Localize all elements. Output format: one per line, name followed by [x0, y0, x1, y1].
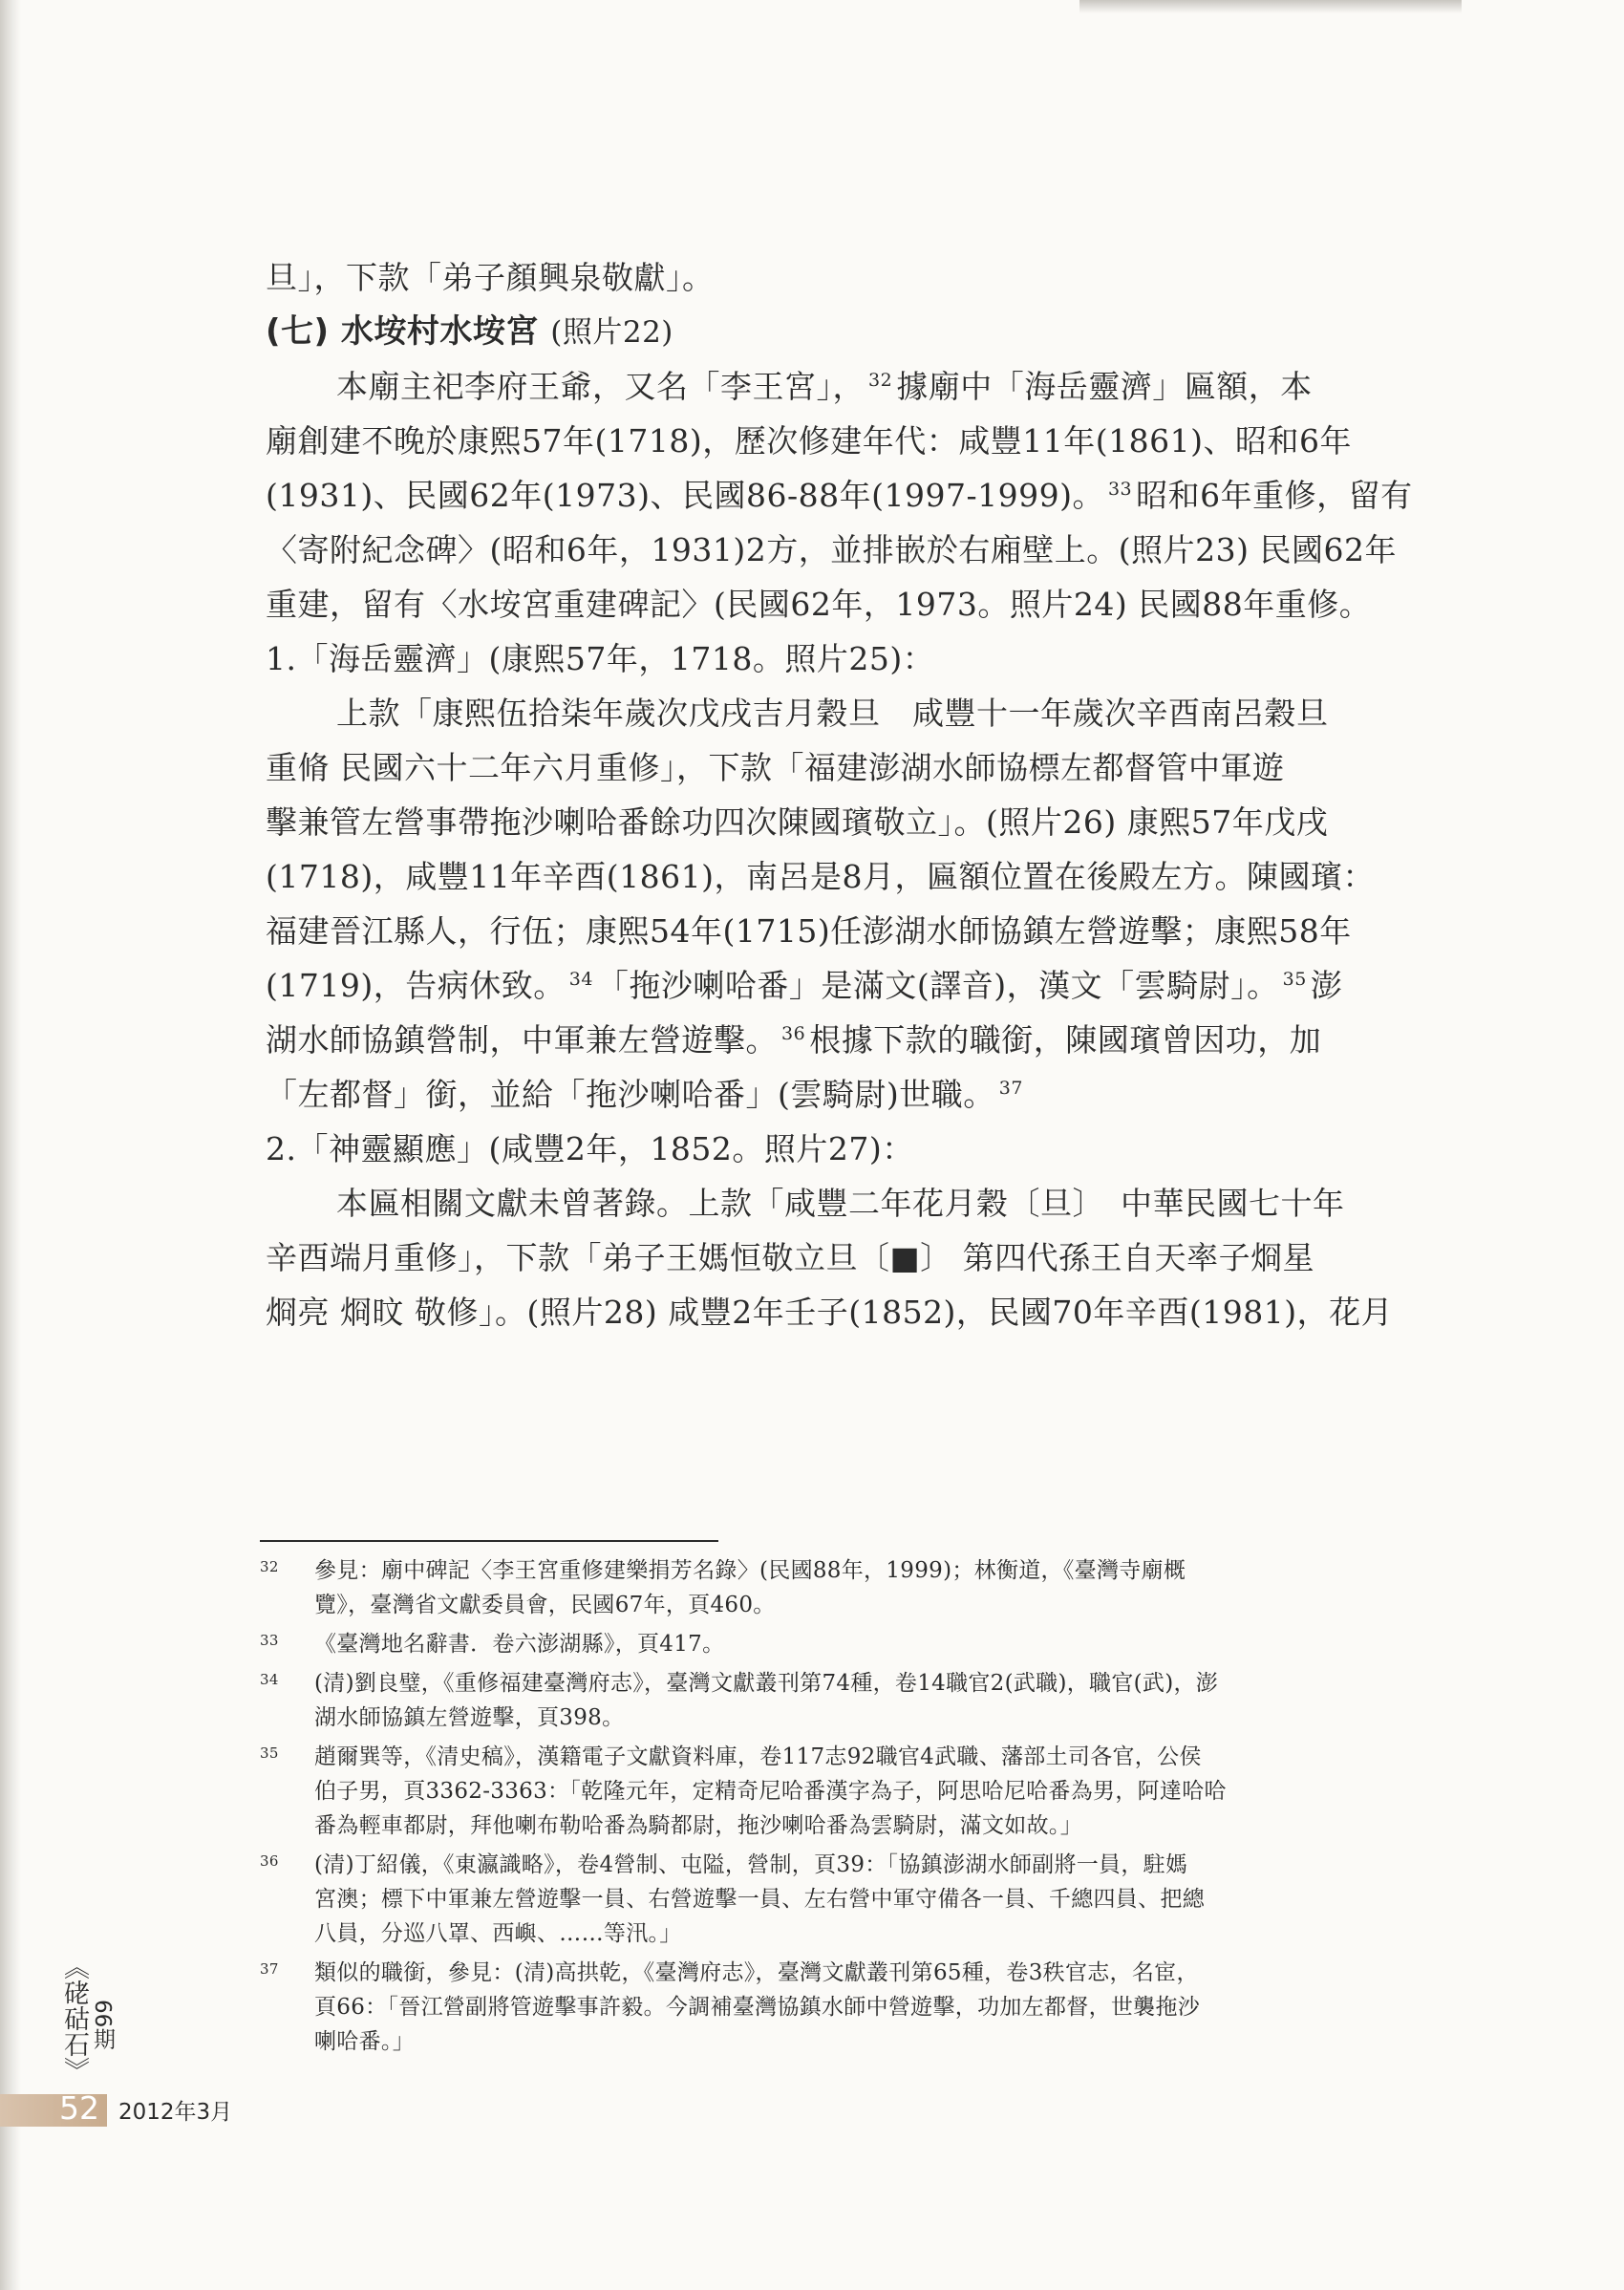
text-line: 上款「康熙伍拾柒年歲次戊戌吉月穀旦 咸豐十一年歲次辛酉南呂穀旦 — [336, 695, 1329, 732]
footnote-line: 頁66：「晉江營副將管遊擊事許毅。今調補臺灣協鎮水師中營遊擊，功加左都督，世襲拖沙 — [314, 1995, 1201, 2020]
footnote-ref[interactable]: 33 — [1107, 479, 1133, 500]
main-text — [266, 250, 1471, 1339]
footnote-line: 八員，分巡八罩、西嶼、……等汛。」 — [314, 1921, 682, 1946]
footnote-ref[interactable]: 36 — [781, 1023, 806, 1044]
section-photo-ref: (照片22) — [550, 315, 673, 350]
text-line: 重脩 民國六十二年六月重修」，下款「福建澎湖水師協標左都督管中軍遊 — [266, 749, 1285, 786]
page-edge-shadow — [0, 0, 21, 2290]
text-run: (1719)，告病休致。 — [266, 967, 566, 1004]
text-line — [266, 1067, 1471, 1122]
footnote-number: 36 — [260, 1852, 279, 1870]
footnote-ref[interactable]: 37 — [998, 1078, 1023, 1099]
footnote — [260, 1740, 1473, 1843]
text-line: 擊兼管左營事帶拖沙喇哈番餘功四次陳國璸敬立」。(照片26) 康熙57年戊戌 — [266, 803, 1329, 841]
text-run: 澎 — [1310, 967, 1343, 1004]
text-run: 根據下款的職銜，陳國璸曾因功，加 — [809, 1021, 1322, 1059]
footnote-line: (清)劉良璧，《重修福建臺灣府志》，臺灣文獻叢刊第74種，卷14職官2(武職)，職官(武)，澎 — [314, 1671, 1219, 1696]
text-run: 據廟中「海岳靈濟」匾額，本 — [896, 368, 1313, 405]
footnote-number: 35 — [260, 1744, 279, 1762]
footnote — [260, 1553, 1473, 1622]
text-line: 辛酉端月重修」，下款「弟子王媽恒敬立旦〔■〕 第四代孫王自天率子烱星 — [266, 1239, 1315, 1276]
text-run: 「左都督」銜，並給「拖沙喇哈番」(雲騎尉)世職。 — [266, 1076, 995, 1113]
journal-issue: 66期 — [90, 2000, 115, 2050]
footnote — [260, 1848, 1473, 1951]
text-run: 本廟主祀李府王爺，又名「李王宮」， — [336, 368, 865, 405]
text-line: (1718)，咸豐11年辛酉(1861)，南呂是8月，匾額位置在後殿左方。陳國璸： — [266, 858, 1375, 895]
footnote — [260, 1666, 1473, 1735]
footnote-number: 34 — [260, 1671, 279, 1688]
text-line — [266, 359, 1471, 414]
text-line — [266, 1013, 1471, 1067]
text-line: 廟創建不晚於康熙57年(1718)，歷次修建年代：咸豐11年(1861)、昭和6年 — [266, 422, 1352, 460]
footnote-ref[interactable]: 32 — [868, 370, 893, 391]
list-item-title: 2.「神靈顯應」(咸豐2年，1852。照片27)： — [266, 1130, 914, 1167]
scan-smudge — [1079, 0, 1462, 13]
footnote — [260, 1627, 1473, 1661]
text-line — [266, 958, 1471, 1013]
list-item-title: 1.「海岳靈濟」(康熙57年，1718。照片25)： — [266, 640, 935, 677]
footnote-line: 喇哈番。」 — [314, 2029, 415, 2054]
footnote-ref[interactable]: 34 — [568, 969, 593, 990]
text-line: 烱亮 烱旼 敬修」。(照片28) 咸豐2年壬子(1852)，民國70年辛酉(1981)，花月 — [266, 1294, 1394, 1331]
text-run: 昭和6年重修，留有 — [1136, 477, 1413, 514]
section-title: (七) 水垵村水垵宮 — [266, 312, 539, 351]
footnote-line: 趙爾巽等，《清史稿》，漢籍電子文獻資料庫，卷117志92職官4武職、藩部土司各官，公侯 — [314, 1744, 1202, 1769]
footnote-number: 33 — [260, 1632, 279, 1649]
footnote-line: 伯子男，頁3362-3363：「乾隆元年，定精奇尼哈番漢字為子，阿思哈尼哈番為男，阿達哈哈 — [314, 1779, 1227, 1804]
footnote-ref[interactable]: 35 — [1282, 969, 1307, 990]
footnotes — [260, 1553, 1473, 2064]
text-line: 〈寄附紀念碑〉(昭和6年，1931)2方，並排嵌於右廂壁上。(照片23) 民國62年 — [266, 531, 1397, 568]
footnote — [260, 1956, 1473, 2059]
footnote-number: 37 — [260, 1960, 279, 1978]
text-line: 本匾相關文獻未曾著錄。上款「咸豐二年花月穀〔旦〕 中華民國七十年 — [336, 1185, 1345, 1222]
footnote-line: 番為輕車都尉，拜他喇布勒哈番為騎都尉，拖沙喇哈番為雲騎尉，滿文如故。」 — [314, 1813, 1082, 1838]
footnote-line: 宮澳；標下中軍兼左營遊擊一員、右營遊擊一員、左右營中軍守備各一員、千總四員、把總 — [314, 1887, 1205, 1912]
text-run: (1931)、民國62年(1973)、民國86-88年(1997-1999)。 — [266, 477, 1104, 514]
publication-date: 2012年3月 — [118, 2100, 233, 2125]
footnote-line: 覽》，臺灣省文獻委員會，民國67年，頁460。 — [314, 1593, 776, 1617]
page-number: 52 — [59, 2089, 99, 2127]
text-line — [266, 468, 1471, 523]
text-run: 「拖沙喇哈番」是滿文(譯音)，漢文「雲騎尉」。 — [596, 967, 1279, 1004]
text-line: 重建，留有〈水垵宮重建碑記〉(民國62年，1973。照片24) 民國88年重修。 — [266, 586, 1372, 623]
section-heading — [266, 305, 1471, 359]
footnote-divider — [260, 1540, 718, 1542]
journal-title: 《硓𥑮石》 — [59, 1954, 89, 2083]
text-run: 湖水師協鎮營制，中軍兼左營遊擊。 — [266, 1021, 778, 1059]
footnote-line: 類似的職銜，參見：(清)高拱乾，《臺灣府志》，臺灣文獻叢刊第65種，卷3秩官志，名宦， — [314, 1960, 1199, 1985]
footnote-line: 《臺灣地名辭書．卷六澎湖縣》，頁417。 — [314, 1632, 725, 1657]
footnote-line: (清)丁紹儀，《東瀛識略》，卷4營制、屯隘，營制，頁39：「協鎮澎湖水師副將一員，駐媽 — [314, 1852, 1188, 1877]
text-line: 福建晉江縣人，行伍；康熙54年(1715)任澎湖水師協鎮左營遊擊；康熙58年 — [266, 912, 1352, 950]
footnote-line: 湖水師協鎮左營遊擊，頁398。 — [314, 1705, 625, 1730]
footnote-number: 32 — [260, 1558, 279, 1575]
text-line: 旦」，下款「弟子顏興泉敬獻」。 — [266, 259, 715, 296]
footnote-line: 參見：廟中碑記〈李王宮重修建樂捐芳名錄〉(民國88年，1999)；林衡道，《臺灣寺廟概 — [314, 1558, 1186, 1583]
